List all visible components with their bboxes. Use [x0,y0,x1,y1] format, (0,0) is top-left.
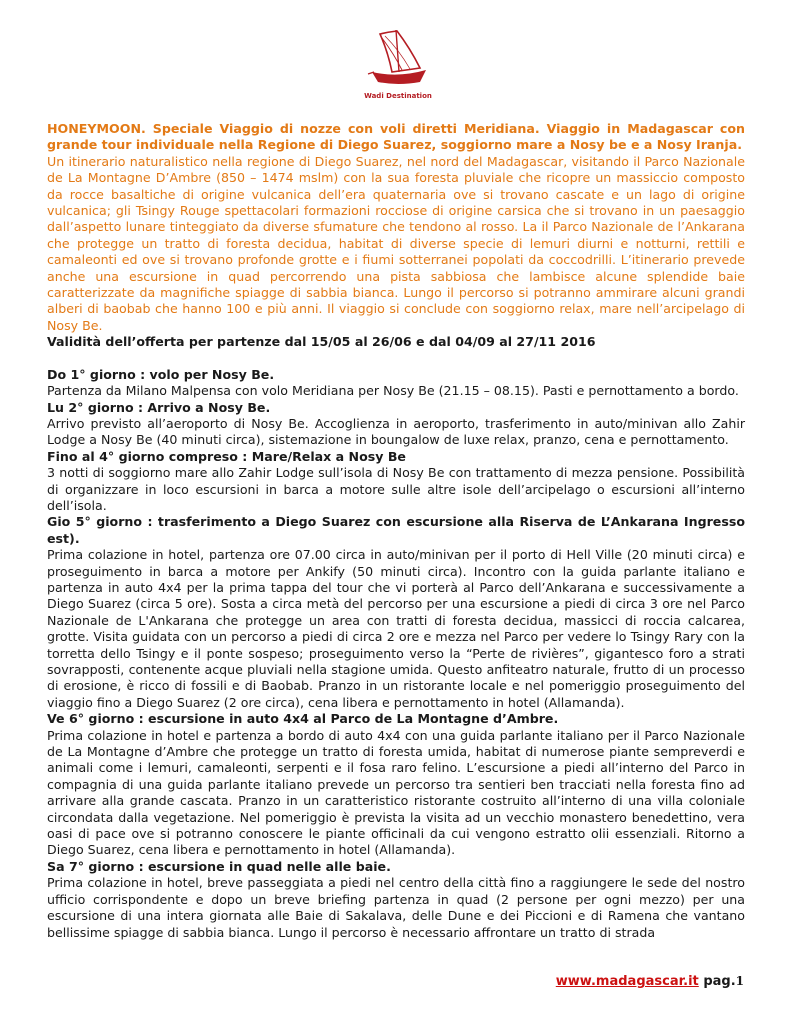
day-6-text: Prima colazione in hotel e partenza a bordo di auto 4x4 con una guida parlante italiano per il Parco Nazionale de La Montagne d’Ambre che protegge un tratto di foresta umida, habitat di numerose piante sempreverdi e animali come i lemuri, camaleonti, serpenti e il fosa raro felino. L’escursione a piedi all’interno del Parco in compagnia di una guida parlante italiano prevede un percorso tra sentieri ben tracciati nella foresta fino ad arrivare alla grande cascata. Pranzo in un caratteristico ristorante costruito all’interno di una villa coloniale circondata dalla vegetazione. Nel pomeriggio è prevista la visita ad un vecchio monastero benedettino, vera oasi di pace ove si potranno conoscere le piante officinali da cui vengono estratto olii essenziali. Ritorno a Diego Suarez, cena libera e pernottamento in hotel (Allamanda). [47,727,745,858]
logo [358,26,438,102]
day-1-text: Partenza da Milano Malpensa con volo Meridiana per Nosy Be (21.15 – 08.15). Pasti e pernottamento a bordo. [47,383,739,399]
spacer [47,351,745,367]
logo-label: Wadi Destination [364,92,432,100]
day-2-title: Lu 2° giorno : Arrivo a Nosy Be. [47,399,271,415]
day-7-title: Sa 7° giorno : escursione in quad nelle alle baie. [47,858,391,874]
page-label: pag. [703,974,736,989]
page-footer [556,974,744,989]
day-5-text: Prima colazione in hotel, partenza ore 07.00 circa in auto/minivan per il porto di Hell Ville (20 minuti circa) e proseguimento in barca a motore per Ankify (50 minuti circa). Incontro con la guida parlante italiano e partenza in auto 4x4 per la prima tappa del tour che vi porterà al Parco dell’Ankarana e successivamente a Diego Suarez (circa 5 ore). Sosta a circa metà del percorso per una escursione a piedi di circa 3 ore nel Parco Nazionale de L'Ankarana che protegge un area con tratti di foresta decidua, massicci di roccia calcarea, grotte. Visita guidata con un percorso a piedi di circa 2 ore e mezza nel Parco per vedere lo Tsingy Rary con la torretta dello Tsingy e il ponte sospeso; proseguimento verso la “Perte de rivières”, gigantesco foro a strati sovrapposti, contenente acque pluviali nella stagione umida. Questo anfiteatro naturale, frutto di un processo di erosione, è ricco di fossili e di Baobab. Pranzo in un ristorante locale e nel pomeriggio proseguimento del viaggio fino a Diego Suarez (2 ore circa), cena libera e pernottamento in hotel (Allamanda). [47,547,745,710]
day-4-text: 3 notti di soggiorno mare allo Zahir Lodge sull’isola di Nosy Be con trattamento di mezza pensione. Possibilità di organizzare in loco escursioni in barca a motore sulle altre isole dell’arcipelago o escursioni all’interno dell’isola. [47,465,745,513]
website-link[interactable]: www.madagascar.it [555,974,699,989]
dhow-sailboat-icon [358,26,438,92]
day-7-text: Prima colazione in hotel, breve passeggiata a piedi nel centro della città fino a raggiungere le sede del nostro ufficio corrispondente e dopo un breve briefing partenza in quad (2 persone per ogni mezzo) per una escursione di una intera giornata alle Baie di Sakalava, delle Dune e dei Piccioni e di Ramena che vantano bellissime spiagge di sabbia bianca. Lungo il percorso è necessario affrontare un tratto di strada [47,875,745,940]
day-6-title: Ve 6° giorno : escursione in auto 4x4 al Parco de La Montagne d’Ambre. [47,711,559,727]
document-body [47,121,745,941]
page-number: 1 [735,974,744,988]
day-5-title: Gio 5° giorno : trasferimento a Diego Suarez con escursione alla Riserva de L’Ankarana Ingresso est). [47,514,745,546]
day-2-text: Arrivo previsto all’aeroporto di Nosy Be. Accoglienza in aeroporto, trasferimento in auto/minivan allo Zahir Lodge a Nosy Be (40 minuti circa), sistemazione in boungalow de luxe relax, pranzo, cena e pernottamento. [47,415,745,448]
offer-title: HONEYMOON. Speciale Viaggio di nozze con voli diretti Meridiana. Viaggio in Madagascar con grande tour individuale nella Regione di Diego Suarez, soggiorno mare a Nosy be e a Nosy Iranja. [47,121,745,153]
offer-description: Un itinerario naturalistico nella regione di Diego Suarez, nel nord del Madagascar, visitando il Parco Nazionale de La Montagne D’Ambre (850 – 1474 mslm) con la sua foresta pluviale che ricopre un massiccio composto da rocce basaltiche di origine vulcanica dell’era quaternaria ove si trovano cascate e un lago di origine vulcanica; gli Tsingy Rouge spettacolari formazioni rocciose di origine carsica che si trovano in un paesaggio dall’aspetto lunare tinteggiato da diverse sfumature che tendono al rosso. La il Parco Nazionale de l’Ankarana che protegge un tratto di foresta decidua, habitat di diverse specie di lemuri diurni e notturni, rettili e camaleonti ed ove si trovano profonde grotte e i fiumi sotterranei popolati da coccodrilli. L’itinerario prevede anche una escursione in quad percorrendo una pista sabbiosa che lambisce alcune splendide baie caratterizzate da magnifiche spiagge di sabbia bianca. Lungo il percorso si potranno ammirare alcuni grandi alberi di baobab che hanno 100 e più anni. Il viaggio si conclude con soggiorno relax, mare nell’arcipelago di Nosy Be. [47,153,745,333]
day-4-title: Fino al 4° giorno compreso : Mare/Relax a Nosy Be [47,448,406,464]
day-1-title: Do 1° giorno : volo per Nosy Be. [47,366,275,382]
offer-validity: Validità dell’offerta per partenze dal 15/05 al 26/06 e dal 04/09 al 27/11 2016 [47,334,596,350]
